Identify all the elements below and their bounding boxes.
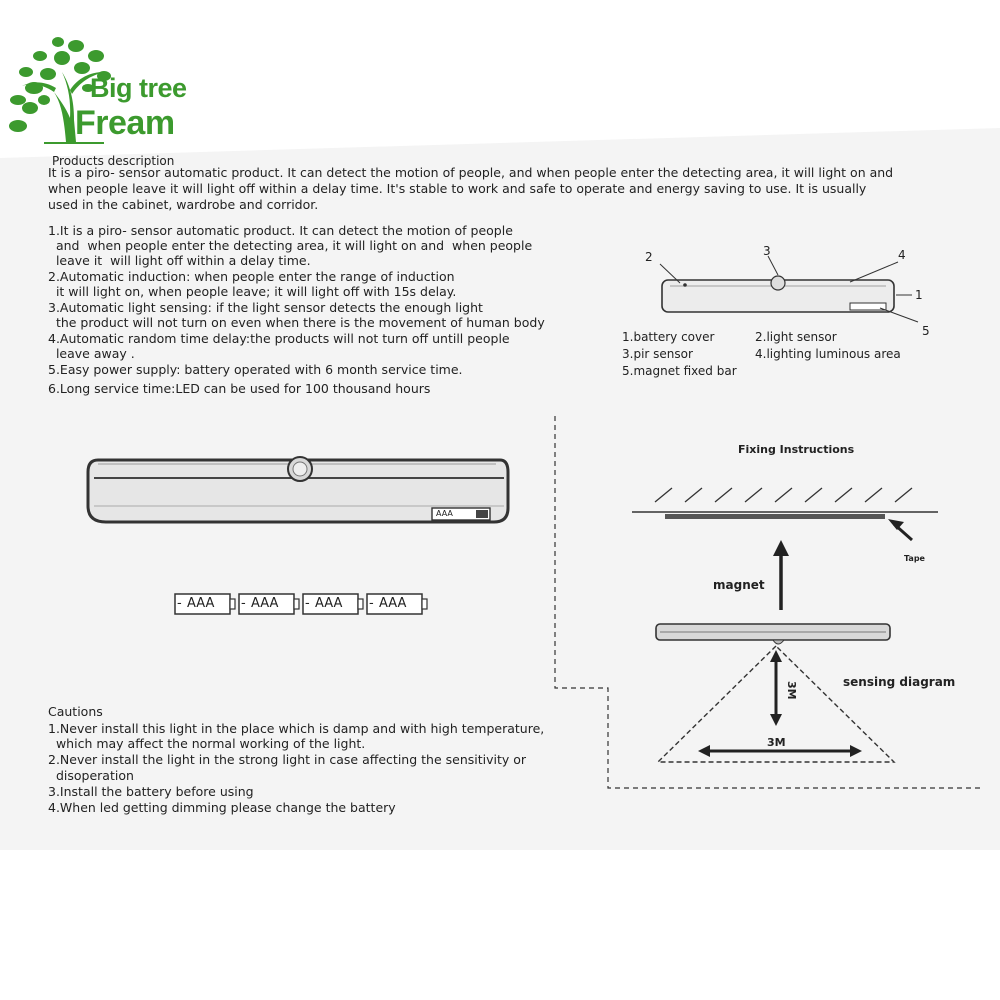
tape-label: Tape (904, 554, 925, 563)
part-number: 1 (915, 288, 923, 302)
feature-line: 2.Automatic induction: when people enter the range of induction (48, 269, 455, 284)
part-number: 3 (763, 244, 771, 258)
part-number: 2 (645, 250, 653, 264)
feature-line: 5.Easy power supply: battery operated with 6 month service time. (48, 362, 463, 377)
parts-legend-item: 2.light sensor (755, 330, 837, 344)
battery-label: AAA (251, 596, 279, 611)
width-label: 3M (767, 736, 786, 749)
feature-line: 1.It is a piro- sensor automatic product. It can detect the motion of people (48, 223, 513, 238)
parts-legend-item: 1.battery cover (622, 330, 715, 344)
battery-label: AAA (379, 596, 407, 611)
device-battery-label: AAA (436, 509, 453, 518)
parts-legend-item: 5.magnet fixed bar (622, 364, 737, 378)
cautions-heading: Cautions (48, 704, 103, 719)
feature-line: and when people enter the detecting area, it will light on and when people (48, 238, 533, 253)
sensing-diagram-label: sensing diagram (843, 675, 956, 689)
logo-text-line2: Fream (75, 104, 175, 142)
caution-line: disoperation (48, 768, 134, 783)
parts-legend-item: 4.lighting luminous area (755, 347, 901, 361)
caution-line: 1.Never install this light in the place which is damp and with high temperature, (48, 721, 545, 736)
description-line: It is a piro- sensor automatic product. It can detect the motion of people, and when people enter the detecting area, it will light on and (48, 165, 894, 180)
magnet-label: magnet (713, 578, 765, 592)
battery-minus-sign: - (305, 596, 310, 611)
caution-line: which may affect the normal working of the light. (48, 736, 366, 751)
battery-minus-sign: - (177, 596, 182, 611)
battery-label: AAA (315, 596, 343, 611)
feature-line: leave it will light off within a delay time. (48, 253, 311, 268)
feature-line: leave away . (48, 346, 135, 361)
feature-line: it will light on, when people leave; it will light off with 15s delay. (48, 284, 457, 299)
battery-minus-sign: - (369, 596, 374, 611)
caution-line: 4.When led getting dimming please change the battery (48, 800, 396, 815)
feature-line: 6.Long service time:LED can be used for 100 thousand hours (48, 381, 431, 396)
feature-line: the product will not turn on even when there is the movement of human body (48, 315, 545, 330)
feature-line: 4.Automatic random time delay:the products will not turn off untill people (48, 331, 510, 346)
height-label: 3M (785, 681, 798, 700)
description-line: used in the cabinet, wardrobe and corridor. (48, 197, 319, 212)
caution-line: 3.Install the battery before using (48, 784, 254, 799)
part-number: 5 (922, 324, 930, 338)
logo-text-line1: Big tree (90, 73, 187, 103)
fixing-title: Fixing Instructions (738, 443, 855, 456)
description-heading: Products description (52, 154, 175, 168)
feature-line: 3.Automatic light sensing: if the light sensor detects the enough light (48, 300, 483, 315)
parts-legend-item: 3.pir sensor (622, 347, 693, 361)
caution-line: 2.Never install the light in the strong light in case affecting the sensitivity or (48, 752, 527, 767)
part-number: 4 (898, 248, 906, 262)
battery-minus-sign: - (241, 596, 246, 611)
description-line: when people leave it will light off within a delay time. It's stable to work and safe to operate and energy saving to use. It is usually (48, 181, 867, 196)
battery-label: AAA (187, 596, 215, 611)
